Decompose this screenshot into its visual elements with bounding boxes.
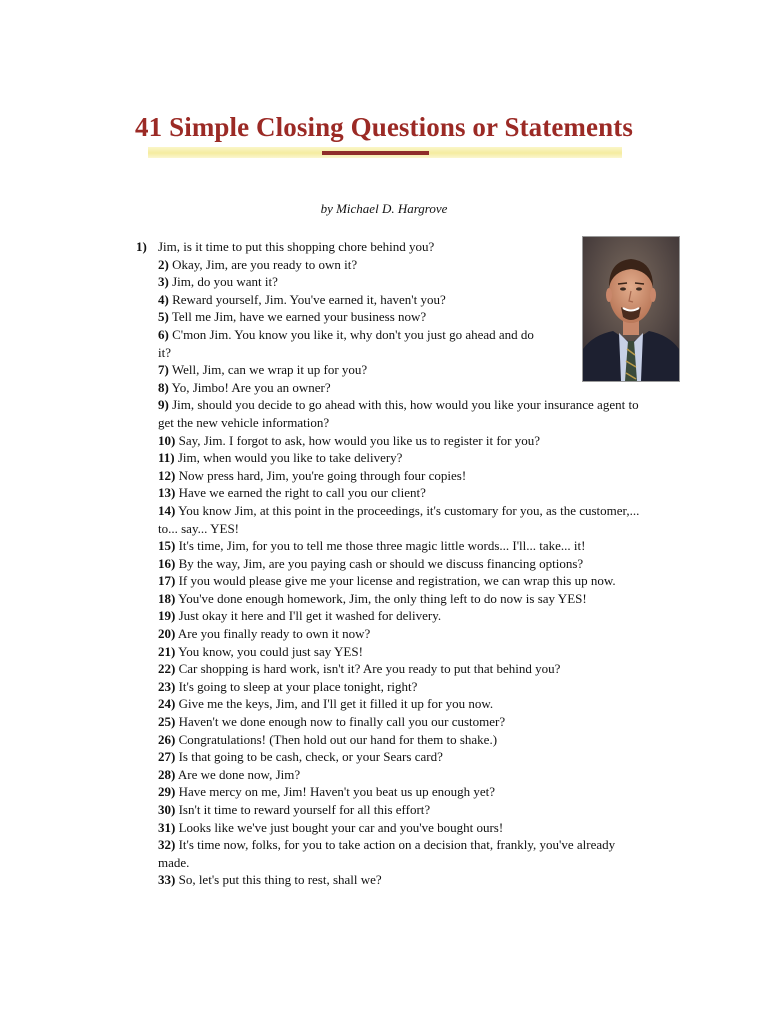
item-text: Okay, Jim, are you ready to own it? <box>172 256 358 272</box>
list-item <box>0 801 648 819</box>
item-number: 5) <box>158 309 169 325</box>
item-number: 33) <box>158 872 176 888</box>
item-number: 21) <box>158 643 176 659</box>
list-item <box>0 660 648 678</box>
item-text: You know, you could just say YES! <box>178 643 363 659</box>
list-item <box>0 291 668 309</box>
item-text: Are you finally ready to own it now? <box>177 626 371 642</box>
item-text: Is that going to be cash, check, or your Sears card? <box>178 749 443 765</box>
item-number: 6) <box>158 326 169 342</box>
item-number: 30) <box>158 802 176 817</box>
list-item <box>0 678 648 696</box>
item-number: 28) <box>158 766 176 782</box>
item-number: 2) <box>158 256 169 272</box>
item-text: Jim, should you decide to go ahead with this, how would you like your insurance agent to get the new vehicle information? <box>158 397 639 430</box>
item-number: 27) <box>158 749 176 765</box>
title-underline-rule <box>322 151 429 155</box>
author-byline: by Michael D. Hargrove <box>320 201 448 216</box>
item-number: 11) <box>158 450 175 466</box>
item-number: 26) <box>158 731 176 747</box>
item-number: 10) <box>158 432 176 448</box>
item-number: 7) <box>158 362 169 378</box>
list-item <box>0 555 648 573</box>
item-text: It's going to sleep at your place tonight, right? <box>178 678 418 694</box>
list-item <box>0 643 648 661</box>
list-item <box>0 731 648 749</box>
item-text: Haven't we done enough now to finally call you our customer? <box>178 714 506 730</box>
item-text: Yo, Jimbo! Are you an owner? <box>171 379 331 395</box>
list-item <box>0 766 648 784</box>
item-text: Congratulations! (Then hold out our hand for them to shake.) <box>178 731 498 747</box>
item-text: It's time, Jim, for you to tell me those three magic little words... I'll... take... it! <box>178 538 586 554</box>
item-text: Well, Jim, can we wrap it up for you? <box>171 362 368 378</box>
item-number: 16) <box>158 555 176 571</box>
closing-questions-list <box>0 238 768 889</box>
list-item <box>0 379 668 397</box>
item-number: 3) <box>158 274 169 290</box>
item-text: Isn't it time to reward yourself for all this effort? <box>178 802 431 817</box>
item-text: Tell me Jim, have we earned your business now? <box>171 309 427 325</box>
item-number: 4) <box>158 291 169 307</box>
item-number: 9) <box>158 397 169 413</box>
list-item <box>0 748 648 766</box>
item-text: By the way, Jim, are you paying cash or should we discuss financing options? <box>178 555 584 571</box>
list-item <box>0 836 648 871</box>
item-text: If you would please give me your license and registration, we can wrap this up now. <box>178 573 616 589</box>
list-item <box>0 273 668 291</box>
item-number: 32) <box>158 837 176 853</box>
list-item <box>0 607 648 625</box>
list-item <box>0 537 648 555</box>
item-number: 8) <box>158 379 169 395</box>
item-text: So, let's put this thing to rest, shall we? <box>178 872 382 888</box>
item-number: 12) <box>158 467 176 483</box>
list-item <box>0 625 648 643</box>
item-number: 18) <box>158 590 176 606</box>
list-item <box>0 326 550 361</box>
item-number: 17) <box>158 573 176 589</box>
item-number: 15) <box>158 538 176 554</box>
item-text: Looks like we've just bought your car and you've bought ours! <box>178 819 504 835</box>
list-item <box>0 432 648 450</box>
item-text: C'mon Jim. You know you like it, why don't you just go ahead and do it? <box>158 326 534 360</box>
list-item <box>0 502 648 537</box>
item-text: Jim, is it time to put this shopping chore behind you? <box>158 239 435 254</box>
item-text: Have we earned the right to call you our client? <box>178 485 426 501</box>
item-text: It's time now, folks, for you to take action on a decision that, frankly, you've already made. <box>158 837 616 870</box>
item-number: 31) <box>158 819 176 835</box>
list-item <box>0 467 648 485</box>
item-text: Jim, do you want it? <box>172 274 278 290</box>
list-item <box>0 256 668 274</box>
item-text: Car shopping is hard work, isn't it? Are you ready to put that behind you? <box>178 661 561 677</box>
page-title: 41 Simple Closing Questions or Statements <box>135 112 633 142</box>
list-item <box>0 871 648 889</box>
list-item <box>0 713 648 731</box>
item-number: 23) <box>158 678 176 694</box>
item-number: 29) <box>158 784 176 800</box>
item-number: 1) <box>136 239 147 254</box>
item-text: Just okay it here and I'll get it washed for delivery. <box>178 608 442 624</box>
list-item <box>0 308 668 326</box>
item-text: You know Jim, at this point in the proceedings, it's customary for you, as the customer,... to... say... YES! <box>158 502 640 536</box>
item-number: 22) <box>158 661 176 677</box>
list-item <box>0 819 648 837</box>
item-text: Give me the keys, Jim, and I'll get it filled it up for you now. <box>178 696 494 712</box>
list-item <box>0 396 648 431</box>
item-text: Say, Jim. I forgot to ask, how would you like us to register it for you? <box>178 432 541 448</box>
item-number: 25) <box>158 714 176 730</box>
list-item <box>0 238 668 256</box>
list-item <box>0 572 648 590</box>
item-number: 19) <box>158 608 176 624</box>
item-text: Have mercy on me, Jim! Haven't you beat us up enough yet? <box>178 784 496 800</box>
list-item <box>0 590 648 608</box>
item-text: You've done enough homework, Jim, the only thing left to do now is say YES! <box>178 590 587 606</box>
item-number: 20) <box>158 626 176 642</box>
item-number: 13) <box>158 485 176 501</box>
item-text: Are we done now, Jim? <box>177 766 301 782</box>
item-text: Now press hard, Jim, you're going through four copies! <box>178 467 467 483</box>
list-item <box>0 783 648 801</box>
list-item <box>0 695 648 713</box>
list-item <box>0 449 648 467</box>
item-text: Reward yourself, Jim. You've earned it, haven't you? <box>172 291 446 307</box>
list-item <box>0 484 648 502</box>
list-item <box>0 361 668 379</box>
item-number: 14) <box>158 502 176 518</box>
item-text: Jim, when would you like to take delivery? <box>177 450 403 466</box>
item-number: 24) <box>158 696 176 712</box>
